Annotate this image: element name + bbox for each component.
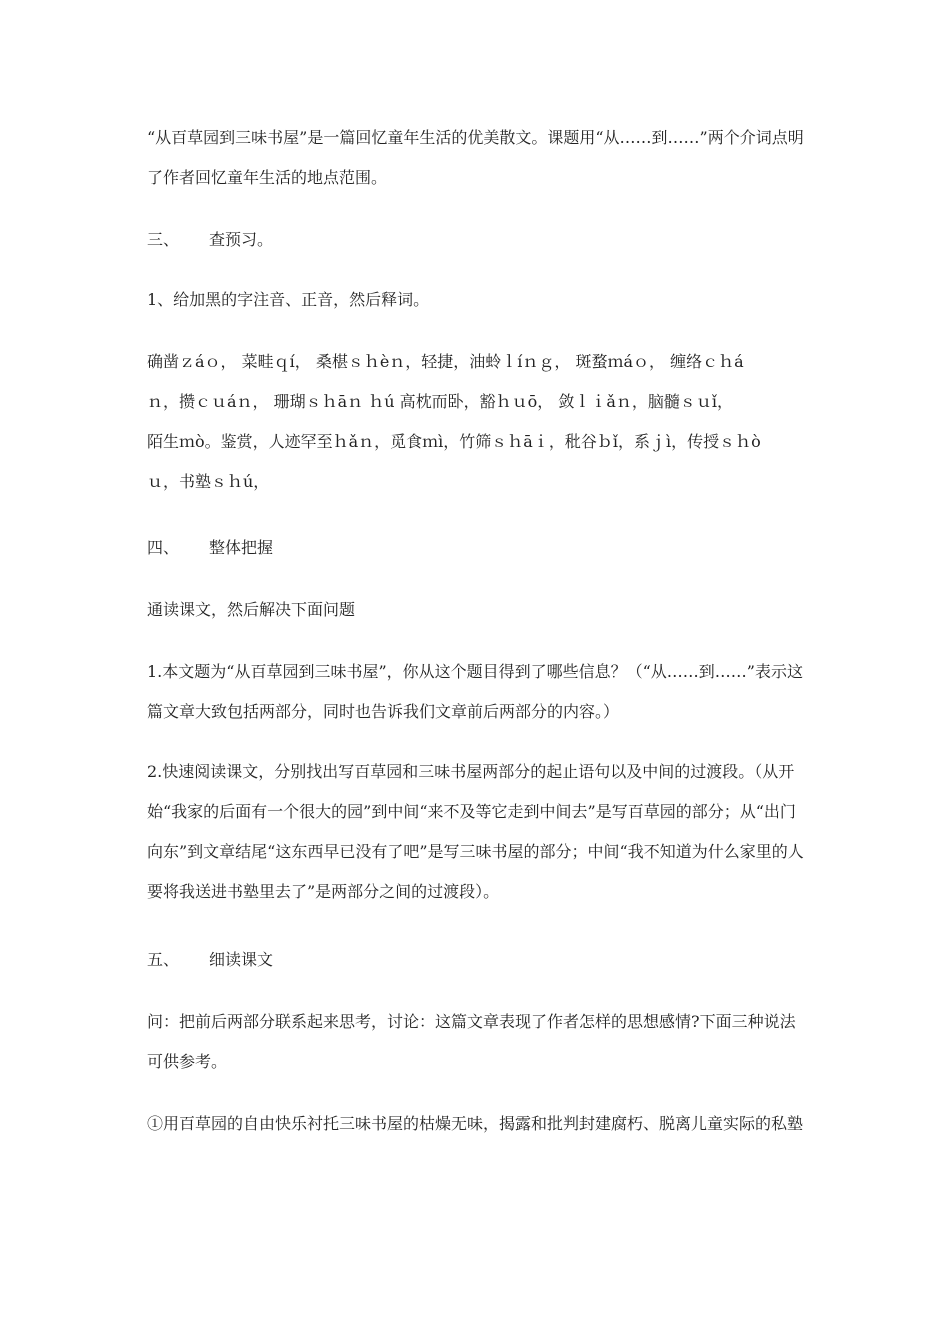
task-1-instruction: 1、给加黑的字注音、正音，然后释词。 <box>147 290 430 309</box>
option-1: ①用百草园的自由快乐衬托三味书屋的枯燥无味，揭露和批判封建腐朽、脱离儿童实际的私塾 <box>147 1114 804 1133</box>
section-3-number: 三、 <box>147 230 180 249</box>
section-3-title: 查预习。 <box>209 230 274 249</box>
question-1: 1.本文题为“从百草园到三味书屋”，你从这个题目得到了哪些信息？（“从……到……”表示这篇文章大致包括两部分，同时也告诉我们文章前后两部分的内容。） <box>147 662 803 721</box>
intro-paragraph: “从百草园到三味书屋”是一篇回忆童年生活的优美散文。课题用“从……到……”两个介词点明了作者回忆童年生活的地点范围。 <box>147 128 804 187</box>
question-2: 2.快速阅读课文，分别找出写百草园和三味书屋两部分的起止语句以及中间的过渡段。（从开始“我家的后面有一个很大的园”到中间“来不及等它走到中间去”是写百草园的部分；从“出门向东”到文章结尾“这东西早已没有了吧”是写三味书屋的部分；中间“我不知道为什么家里的人要将我送进书塾里去了”是两部分之间的过渡段）。 <box>147 762 804 901</box>
vocab-line: 确凿ｚáｏ， 菜畦ｑí， 桑椹ｓｈèｎ，轻捷，油蛉ｌíｎｇ， 斑蝥ｍáｏ， 缠络ｃｈá <box>147 352 744 371</box>
discussion-question: 问：把前后两部分联系起来思考，讨论：这篇文章表现了作者怎样的思想感情?下面三种说法可供参考。 <box>147 1012 796 1071</box>
section-5-number: 五、 <box>147 950 180 969</box>
section-4-title: 整体把握 <box>209 538 274 557</box>
vocab-line: 陌生ｍò。鉴赏，人迹罕至ｈǎｎ，觅食ｍì，竹筛ｓｈāｉ，秕谷ｂǐ，系ｊì，传授ｓｈò <box>147 432 761 451</box>
section-5-title: 细读课文 <box>209 950 274 969</box>
vocab-line: ｎ，攒ｃｕáｎ， 珊瑚ｓｈāｎ ｈú 高枕而卧，豁ｈｕō， 敛ｌｉǎｎ，脑髓ｓｕǐ， <box>147 392 734 411</box>
section-4-number: 四、 <box>147 538 180 557</box>
vocab-line: ｕ，书塾ｓｈú， <box>147 472 270 491</box>
read-instruction: 通读课文，然后解决下面问题 <box>147 600 356 619</box>
section-3-heading <box>147 220 273 260</box>
section-5-heading <box>147 940 273 980</box>
section-4-heading <box>147 528 273 568</box>
